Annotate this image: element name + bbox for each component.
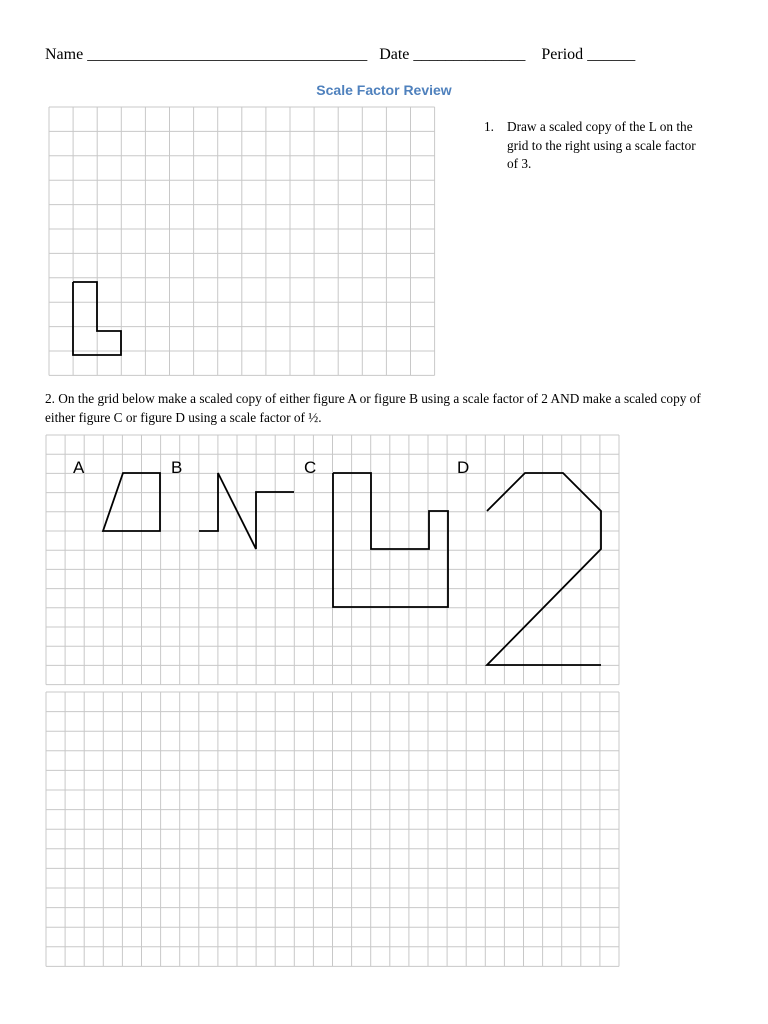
figure-a-trapezoid — [103, 473, 160, 531]
figure-b-zigzag — [199, 473, 294, 549]
period-blank[interactable]: ______ — [587, 46, 636, 63]
figure-label-a: A — [73, 458, 85, 477]
period-label: Period — [541, 46, 584, 63]
name-label: Name — [45, 46, 84, 63]
date-label: Date — [379, 46, 410, 63]
figure-label-b: B — [171, 458, 183, 477]
question-2-text: 2. On the grid below make a scaled copy of either figure A or figure B using a scale factor of 2 AND make a scaled copy of either figure C or figure D using a scale factor of ½. — [45, 391, 701, 425]
figure-label-d: D — [457, 458, 470, 477]
figure-label-c: C — [304, 458, 317, 477]
name-blank[interactable]: ___________________________________ — [87, 46, 368, 63]
page-title: Scale Factor Review — [316, 82, 452, 98]
question-1-grid[interactable] — [49, 107, 435, 375]
date-blank[interactable]: ______________ — [413, 46, 526, 63]
answer-grid[interactable] — [46, 692, 619, 966]
question-1-text: Draw a scaled copy of the L on the grid to the right using a scale factor of 3. — [507, 119, 696, 171]
question-1-number: 1. — [484, 119, 494, 134]
